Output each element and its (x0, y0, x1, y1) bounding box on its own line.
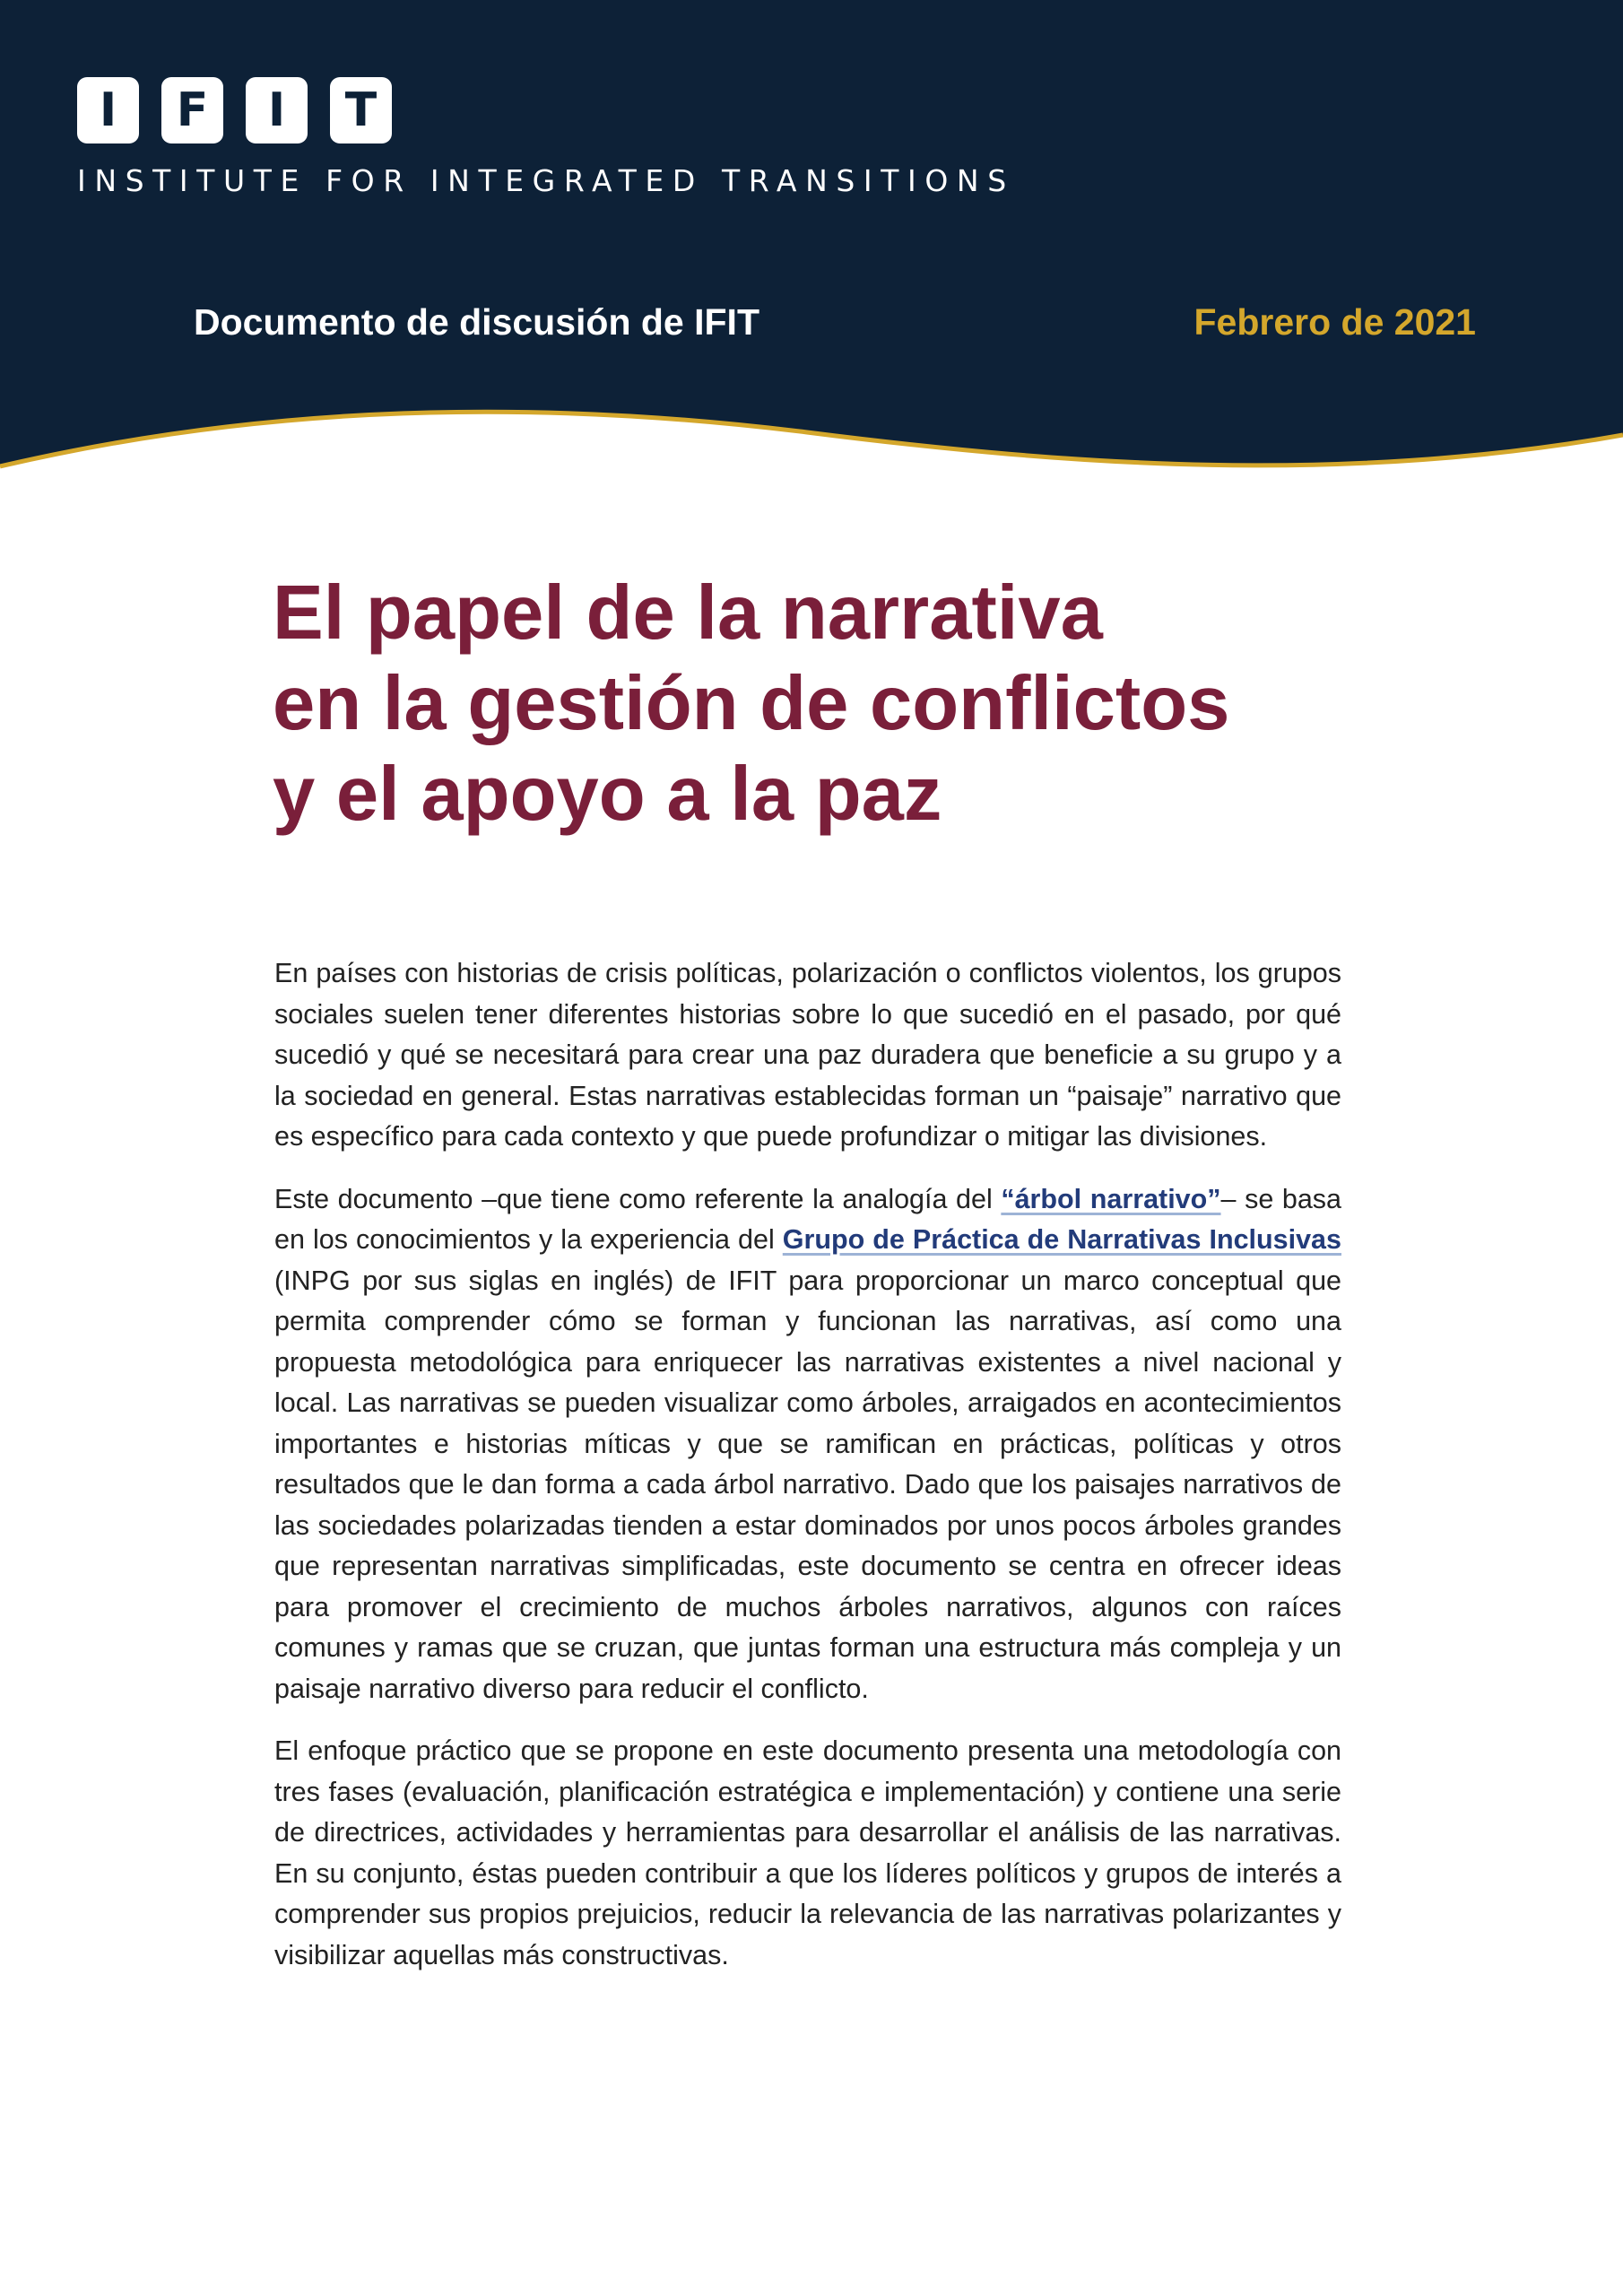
title-line: en la gestión de conflictos (273, 661, 1230, 746)
document-body (274, 953, 1341, 1997)
inpg-link[interactable]: Grupo de Práctica de Narrativas Inclusivas (782, 1224, 1341, 1255)
document-type: Documento de discusión de IFIT (194, 301, 759, 343)
paragraph-text: Este documento –que tiene como referente la analogía del (274, 1183, 1002, 1214)
logo-letter-box: F (161, 77, 223, 144)
header-wave-background (0, 0, 1623, 484)
body-paragraph-2 (274, 1179, 1341, 1710)
logo-letter-box: I (246, 77, 308, 144)
logo-letter-box: I (77, 77, 139, 144)
title-line: y el apoyo a la paz (273, 752, 942, 837)
header-band (0, 0, 1623, 484)
ifit-logo (77, 77, 392, 144)
institute-name: INSTITUTE FOR INTEGRATED TRANSITIONS (77, 163, 1015, 198)
title-line: El papel de la narrativa (273, 570, 1103, 656)
paragraph-text: (INPG por sus siglas en inglés) de IFIT para proporcionar un marco conceptual que permita comprender cómo se forman y funcionan las narrativas, así como una propuesta metodológica para enriquecer las narrativas existentes a nivel nacional y local. Las narrativas se pueden visualizar como árboles, arraigados en acontecimientos importantes e historias míticas y que se ramifican en prácticas, políticas y otros resultados que le dan forma a cada árbol narrativo. Dado que los paisajes narrativos de las sociedades polarizadas tienden a estar dominados por unos pocos árboles grandes que representan narrativas simplificadas, este documento se centra en ofrecer ideas para promover el crecimiento de muchos árboles narrativos, algunos con raíces comunes y ramas que se cruzan, que juntas forman una estructura más compleja y un paisaje narrativo diverso para reducir el conflicto. (274, 1265, 1341, 1704)
arbol-narrativo-link[interactable]: “árbol narrativo” (1001, 1183, 1221, 1214)
body-paragraph-3: El enfoque práctico que se propone en este documento presenta una metodología con tres fases (evaluación, planificación estratégica e implementación) y contiene una serie de directrices, actividades y herramientas para desarrollar el análisis de las narrativas. En su conjunto, éstas pueden contribuir a que los líderes políticos y grupos de interés a comprender sus propios prejuicios, reducir la relevancia de las narrativas polarizantes y visibilizar aquellas más constructivas. (274, 1735, 1341, 1970)
paragraph-text: – se basa en los conocimientos y la experiencia del (274, 1183, 1342, 1255)
page-title (273, 568, 1438, 839)
document-date: Febrero de 2021 (1193, 301, 1476, 343)
body-paragraph-1: En países con historias de crisis políticas, polarización o conflictos violentos, los grupos sociales suelen tener diferentes historias sobre lo que sucedió en el pasado, por qué sucedió y qué se necesitará para crear una paz duradera que beneficie a su grupo y a la sociedad en general. Estas narrativas establecidas forman un “paisaje” narrativo que es específico para cada contexto y que puede profundizar o mitigar las divisiones. (274, 958, 1341, 1152)
logo-letter-box: T (330, 77, 392, 144)
